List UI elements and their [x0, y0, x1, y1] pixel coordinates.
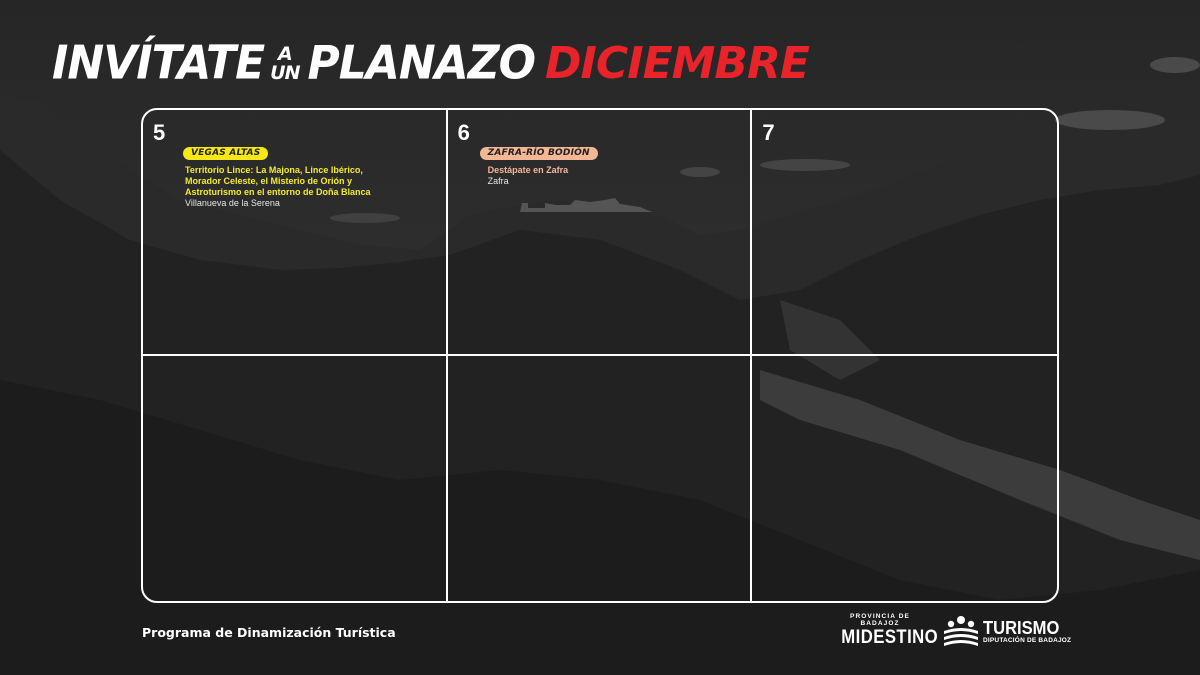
calendar-day-5[interactable] — [143, 110, 448, 356]
title-planazo: PLANAZO — [307, 36, 536, 91]
midestino-logo — [836, 613, 939, 649]
calendar-empty-cell — [448, 356, 753, 602]
region-tag: ZAFRA-RÍO BODIÓN — [480, 147, 598, 160]
title-a: A — [277, 43, 292, 65]
event-location: Villanueva de la Serena — [185, 198, 280, 208]
region-tag: VEGAS ALTAS — [183, 147, 268, 160]
midestino-name: MIDESTINO — [841, 627, 939, 648]
event-location: Zafra — [487, 176, 509, 186]
event-card[interactable] — [183, 140, 393, 209]
event-title[interactable]: Territorio Lince: La Majona, Lince Ibérico, Morador Celeste, el Misterio de Orión y Astroturismo en el entorno de Doña Blanca — [185, 165, 371, 197]
title-invitate: INVÍTATE — [52, 36, 265, 91]
event-card[interactable] — [480, 140, 690, 187]
calendar-day-7[interactable] — [752, 110, 1057, 356]
turismo-name: TURISMO — [983, 617, 1060, 638]
page-title — [52, 34, 809, 94]
program-label: Programa de Dinamización Turística — [142, 625, 396, 640]
turismo-icon — [942, 615, 980, 647]
calendar-empty-cell — [143, 356, 448, 602]
title-a-un — [270, 45, 299, 83]
turismo-logo — [942, 615, 1071, 647]
calendar-grid — [141, 108, 1059, 603]
day-number: 7 — [762, 120, 775, 145]
day-number: 5 — [153, 120, 166, 145]
calendar-day-6[interactable] — [448, 110, 753, 356]
event-title[interactable]: Destápate en Zafra — [487, 165, 569, 175]
title-month: DICIEMBRE — [545, 38, 809, 89]
title-un: UN — [270, 62, 300, 84]
calendar-empty-cell — [752, 356, 1057, 602]
turismo-sub: DIPUTACIÓN DE BADAJOZ — [983, 636, 1072, 644]
day-number: 6 — [457, 120, 470, 145]
midestino-province: PROVINCIA DE BADAJOZ — [850, 613, 910, 627]
